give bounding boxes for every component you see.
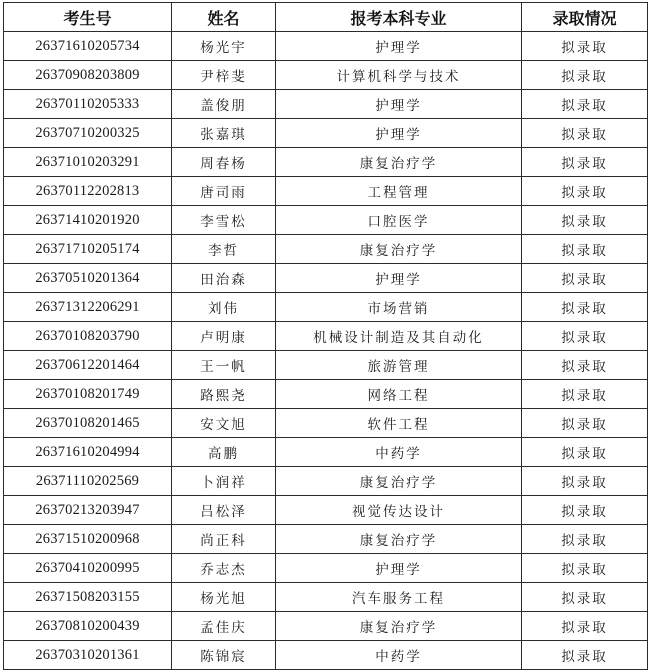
candidate-id-cell: 26370213203947 — [4, 496, 172, 525]
major-cell: 汽车服务工程 — [276, 583, 522, 612]
admission-status-cell: 拟录取 — [522, 90, 648, 119]
major-cell: 护理学 — [276, 32, 522, 61]
admission-status-cell: 拟录取 — [522, 148, 648, 177]
major-cell: 旅游管理 — [276, 351, 522, 380]
major-cell: 康复治疗学 — [276, 612, 522, 641]
candidate-id-cell: 26371110202569 — [4, 467, 172, 496]
admission-status-cell: 拟录取 — [522, 351, 648, 380]
candidate-id-cell: 26371410201920 — [4, 206, 172, 235]
major-cell: 康复治疗学 — [276, 235, 522, 264]
student-name-cell: 高鹏 — [172, 438, 276, 467]
table-body — [4, 32, 648, 670]
table-row — [4, 148, 648, 177]
student-name-cell: 张嘉琪 — [172, 119, 276, 148]
major-cell: 工程管理 — [276, 177, 522, 206]
candidate-id-cell: 26371510200968 — [4, 525, 172, 554]
admission-status-cell: 拟录取 — [522, 380, 648, 409]
admission-status-cell: 拟录取 — [522, 61, 648, 90]
major-cell: 护理学 — [276, 90, 522, 119]
candidate-id-cell: 26370410200995 — [4, 554, 172, 583]
student-name-cell: 杨光旭 — [172, 583, 276, 612]
table-row — [4, 351, 648, 380]
major-cell: 中药学 — [276, 438, 522, 467]
major-cell: 护理学 — [276, 119, 522, 148]
major-cell: 视觉传达设计 — [276, 496, 522, 525]
admission-status-cell: 拟录取 — [522, 293, 648, 322]
header-name: 姓名 — [172, 3, 276, 32]
table-row — [4, 438, 648, 467]
table-row — [4, 32, 648, 61]
student-name-cell: 杨光宇 — [172, 32, 276, 61]
admission-status-cell: 拟录取 — [522, 641, 648, 670]
student-name-cell: 刘伟 — [172, 293, 276, 322]
candidate-id-cell: 26371610204994 — [4, 438, 172, 467]
student-name-cell: 陈锦宸 — [172, 641, 276, 670]
candidate-id-cell: 26371710205174 — [4, 235, 172, 264]
candidate-id-cell: 26370510201364 — [4, 264, 172, 293]
student-name-cell: 孟佳庆 — [172, 612, 276, 641]
table-row — [4, 235, 648, 264]
table-row — [4, 177, 648, 206]
admission-status-cell: 拟录取 — [522, 264, 648, 293]
major-cell: 护理学 — [276, 264, 522, 293]
table-row — [4, 90, 648, 119]
table-row — [4, 554, 648, 583]
table-row — [4, 293, 648, 322]
candidate-id-cell: 26370108203790 — [4, 322, 172, 351]
candidate-id-cell: 26370108201749 — [4, 380, 172, 409]
student-name-cell: 盖俊朋 — [172, 90, 276, 119]
student-name-cell: 安文旭 — [172, 409, 276, 438]
table-row — [4, 264, 648, 293]
candidate-id-cell: 26371508203155 — [4, 583, 172, 612]
admission-status-cell: 拟录取 — [522, 206, 648, 235]
table-row — [4, 61, 648, 90]
header-admission-status: 录取情况 — [522, 3, 648, 32]
major-cell: 康复治疗学 — [276, 467, 522, 496]
candidate-id-cell: 26370908203809 — [4, 61, 172, 90]
admission-status-cell: 拟录取 — [522, 467, 648, 496]
student-name-cell: 乔志杰 — [172, 554, 276, 583]
admission-status-cell: 拟录取 — [522, 583, 648, 612]
candidate-id-cell: 26370112202813 — [4, 177, 172, 206]
student-name-cell: 王一帆 — [172, 351, 276, 380]
candidate-id-cell: 26370310201361 — [4, 641, 172, 670]
admission-status-cell: 拟录取 — [522, 612, 648, 641]
student-name-cell: 尚正科 — [172, 525, 276, 554]
student-name-cell: 唐司雨 — [172, 177, 276, 206]
header-major: 报考本科专业 — [276, 3, 522, 32]
major-cell: 机械设计制造及其自动化 — [276, 322, 522, 351]
candidate-id-cell: 26371610205734 — [4, 32, 172, 61]
major-cell: 计算机科学与技术 — [276, 61, 522, 90]
admission-status-cell: 拟录取 — [522, 119, 648, 148]
student-name-cell: 卢明康 — [172, 322, 276, 351]
table-row — [4, 322, 648, 351]
major-cell: 口腔医学 — [276, 206, 522, 235]
major-cell: 护理学 — [276, 554, 522, 583]
candidate-id-cell: 26371312206291 — [4, 293, 172, 322]
major-cell: 康复治疗学 — [276, 525, 522, 554]
table-row — [4, 641, 648, 670]
candidate-id-cell: 26370108201465 — [4, 409, 172, 438]
header-candidate-id: 考生号 — [4, 3, 172, 32]
admission-status-cell: 拟录取 — [522, 32, 648, 61]
admission-status-cell: 拟录取 — [522, 554, 648, 583]
candidate-id-cell: 26371010203291 — [4, 148, 172, 177]
admission-status-cell: 拟录取 — [522, 177, 648, 206]
student-name-cell: 周春杨 — [172, 148, 276, 177]
admission-status-cell: 拟录取 — [522, 525, 648, 554]
admission-table — [3, 2, 648, 670]
table-header-row — [4, 3, 648, 32]
candidate-id-cell: 26370810200439 — [4, 612, 172, 641]
major-cell: 市场营销 — [276, 293, 522, 322]
candidate-id-cell: 26370110205333 — [4, 90, 172, 119]
major-cell: 康复治疗学 — [276, 148, 522, 177]
student-name-cell: 李哲 — [172, 235, 276, 264]
table-row — [4, 583, 648, 612]
candidate-id-cell: 26370710200325 — [4, 119, 172, 148]
admission-status-cell: 拟录取 — [522, 496, 648, 525]
table-row — [4, 467, 648, 496]
major-cell: 软件工程 — [276, 409, 522, 438]
table-row — [4, 380, 648, 409]
admission-status-cell: 拟录取 — [522, 409, 648, 438]
student-name-cell: 田治森 — [172, 264, 276, 293]
candidate-id-cell: 26370612201464 — [4, 351, 172, 380]
student-name-cell: 尹梓斐 — [172, 61, 276, 90]
admission-status-cell: 拟录取 — [522, 322, 648, 351]
student-name-cell: 吕松泽 — [172, 496, 276, 525]
table-row — [4, 496, 648, 525]
student-name-cell: 李雪松 — [172, 206, 276, 235]
major-cell: 网络工程 — [276, 380, 522, 409]
student-name-cell: 路熙尧 — [172, 380, 276, 409]
table-row — [4, 206, 648, 235]
admission-status-cell: 拟录取 — [522, 235, 648, 264]
table-row — [4, 409, 648, 438]
table-row — [4, 525, 648, 554]
major-cell: 中药学 — [276, 641, 522, 670]
admission-status-cell: 拟录取 — [522, 438, 648, 467]
student-name-cell: 卜润祥 — [172, 467, 276, 496]
table-row — [4, 119, 648, 148]
table-row — [4, 612, 648, 641]
